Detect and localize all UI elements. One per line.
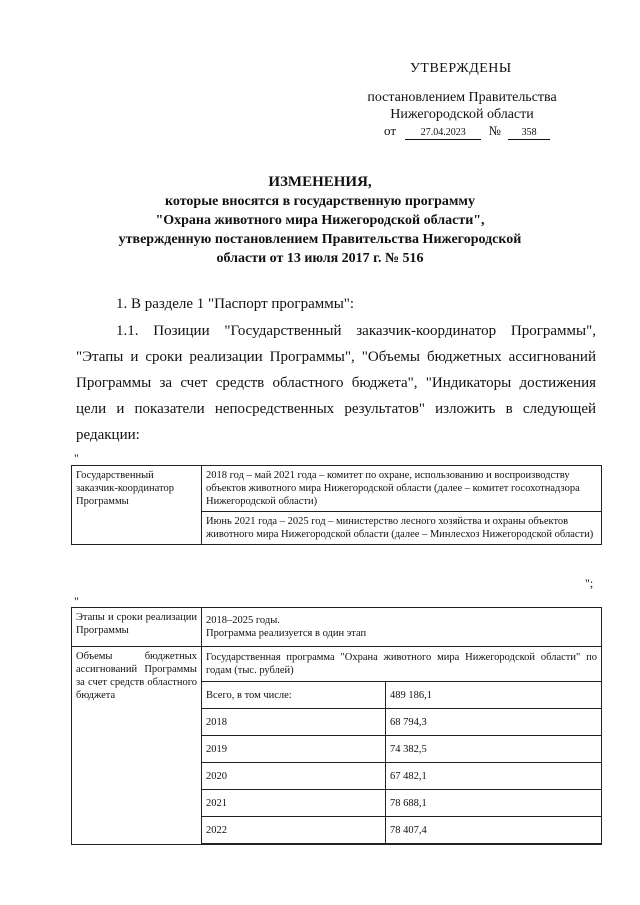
budget-row bbox=[202, 817, 601, 844]
budget-year: 2020 bbox=[202, 763, 386, 790]
stages-value-line2: Программа реализуется в один этап bbox=[206, 628, 367, 639]
decree-number: 358 bbox=[508, 127, 550, 140]
approved-by-block bbox=[362, 89, 562, 123]
approved-heading: УТВЕРЖДЕНЫ bbox=[410, 61, 512, 76]
customer-label: Государственный заказчик-координатор Программы bbox=[72, 466, 202, 545]
from-label: от bbox=[384, 123, 397, 138]
title-line1: ИЗМЕНЕНИЯ, bbox=[268, 174, 372, 190]
budget-row bbox=[202, 709, 601, 736]
customer-table bbox=[71, 465, 602, 545]
budget-cell bbox=[202, 647, 602, 845]
stages-value-line1: 2018–2025 годы. bbox=[206, 615, 280, 626]
title-line4: утвержденную постановлением Правительства Нижегородской bbox=[118, 232, 522, 247]
budget-year: 2021 bbox=[202, 790, 386, 817]
budget-row bbox=[202, 682, 601, 709]
open-quote-2: " bbox=[74, 594, 79, 608]
budget-amount: 67 482,1 bbox=[386, 763, 602, 790]
stages-value bbox=[202, 608, 602, 647]
budget-amount: 78 407,4 bbox=[386, 817, 602, 844]
title-line2: которые вносятся в государственную программу bbox=[165, 194, 475, 209]
budget-amount: 78 688,1 bbox=[386, 790, 602, 817]
budget-intro: Государственная программа "Охрана животного мира Нижегородской области" по годам (тыс. рублей) bbox=[206, 652, 597, 676]
budget-row bbox=[202, 790, 601, 817]
budget-amount: 489 186,1 bbox=[386, 682, 602, 709]
budget-year: 2018 bbox=[202, 709, 386, 736]
approved-by-line2: Нижегородской области bbox=[390, 107, 534, 122]
title-line5: области от 13 июля 2017 г. № 516 bbox=[216, 251, 424, 266]
customer-row-1: 2018 год – май 2021 года – комитет по охране, использованию и воспроизводству объектов животного мира Нижегородской области (далее – комитет госохотнадзора Нижегородской области) bbox=[202, 466, 602, 512]
budget-label: Объемы бюджетных ассигнований Программы за счет средств областного бюджета bbox=[72, 647, 202, 845]
budget-row bbox=[202, 763, 601, 790]
budget-row bbox=[202, 736, 601, 763]
date-number-line bbox=[384, 123, 550, 140]
budget-amount: 68 794,3 bbox=[386, 709, 602, 736]
number-label: № bbox=[488, 123, 501, 138]
document-title bbox=[60, 173, 580, 268]
budget-year: Всего, в том числе: bbox=[202, 682, 386, 709]
budget-year: 2019 bbox=[202, 736, 386, 763]
program-table bbox=[71, 607, 602, 845]
title-line3: "Охрана животного мира Нижегородской области", bbox=[155, 213, 485, 228]
stages-label: Этапы и сроки реализации Программы bbox=[72, 608, 202, 647]
budget-years-table bbox=[202, 681, 601, 844]
close-quote-1: "; bbox=[585, 576, 594, 590]
paragraph-1-1: 1.1. Позиции "Государственный заказчик-координатор Программы", "Этапы и сроки реализации Программы", "Объемы бюджетных ассигнований Программы за счет средств областного бюджета", "Индикаторы достижения цели и показатели непосредственных результатов" изложить в следующей редакции: bbox=[76, 323, 596, 443]
open-quote-1: " bbox=[74, 451, 79, 465]
budget-amount: 74 382,5 bbox=[386, 736, 602, 763]
decree-date: 27.04.2023 bbox=[405, 127, 481, 140]
budget-year: 2022 bbox=[202, 817, 386, 844]
paragraph-1: 1. В разделе 1 "Паспорт программы": bbox=[116, 296, 355, 312]
approved-by-line1: постановлением Правительства bbox=[367, 90, 557, 105]
customer-row-2: Июнь 2021 года – 2025 год – министерство лесного хозяйства и охраны объектов животного мира Нижегородской области (далее – Минлесхоз Нижегородской области) bbox=[202, 512, 602, 545]
